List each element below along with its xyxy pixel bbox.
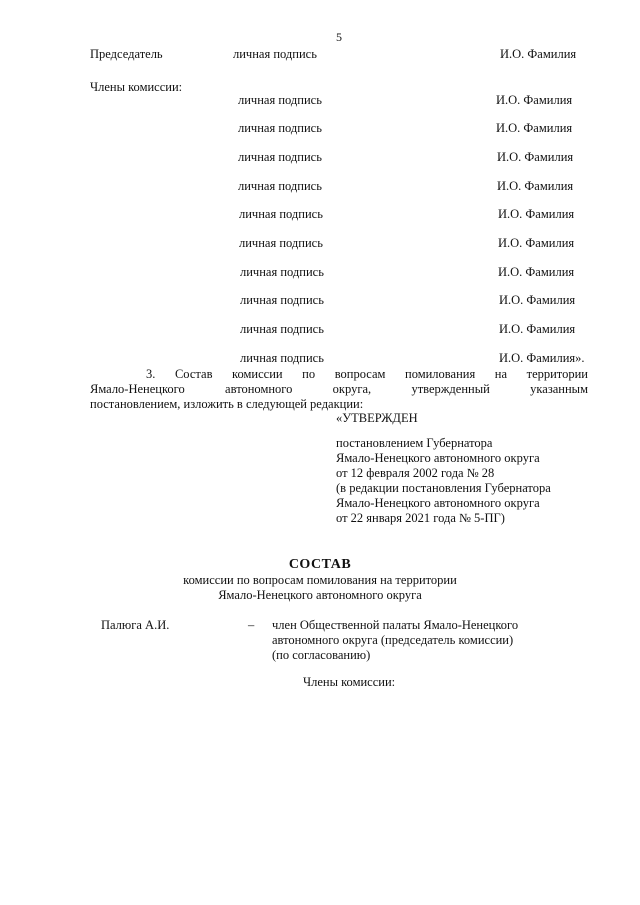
paragraph-3-line-2: Ямало-Ненецкого автономного округа, утвержденный указанным xyxy=(90,382,588,396)
members-label-2: Члены комиссии: xyxy=(303,675,396,689)
approval-line: (в редакции постановления Губернатора xyxy=(336,481,551,495)
page-number: 5 xyxy=(336,30,342,44)
member-signature: личная подпись xyxy=(240,293,324,307)
member-signature: личная подпись xyxy=(238,121,322,135)
members-label: Члены комиссии: xyxy=(90,80,183,94)
member-signature-row xyxy=(0,207,640,225)
paragraph-3-line-1: 3. Состав комиссии по вопросам помилования на территории xyxy=(146,367,588,381)
member-name: И.О. Фамилия xyxy=(499,322,576,336)
member-signature-row xyxy=(0,322,640,340)
composition-subtitle-line-1: комиссии по вопросам помилования на территории xyxy=(183,573,457,587)
approval-line: от 22 января 2021 года № 5-ПГ) xyxy=(336,511,505,525)
member-name: И.О. Фамилия xyxy=(496,93,573,107)
member-signature: личная подпись xyxy=(240,322,324,336)
composition-subtitle-line-2: Ямало-Ненецкого автономного округа xyxy=(218,588,422,602)
member-signature-row xyxy=(0,179,640,197)
member-signature: личная подпись xyxy=(239,207,323,221)
member-signature: личная подпись xyxy=(239,236,323,250)
chair-entry-name: Палюга А.И. xyxy=(101,618,170,632)
member-name: И.О. Фамилия xyxy=(499,293,576,307)
chair-signature: личная подпись xyxy=(233,47,317,61)
composition-title: СОСТАВ xyxy=(288,557,352,572)
member-signature-row xyxy=(0,150,640,168)
chair-entry-desc-line: (по согласованию) xyxy=(272,648,371,662)
member-signature: личная подпись xyxy=(240,265,324,279)
member-signature: личная подпись xyxy=(238,93,322,107)
member-name: И.О. Фамилия xyxy=(497,179,574,193)
approval-line: от 12 февраля 2002 года № 28 xyxy=(336,466,495,480)
member-name: И.О. Фамилия». xyxy=(499,351,585,365)
member-name: И.О. Фамилия xyxy=(498,207,575,221)
member-name: И.О. Фамилия xyxy=(498,236,575,250)
member-name: И.О. Фамилия xyxy=(496,121,573,135)
member-signature: личная подпись xyxy=(240,351,324,365)
chair-role: Председатель xyxy=(90,47,163,61)
member-name: И.О. Фамилия xyxy=(497,150,574,164)
member-signature-row xyxy=(0,121,640,139)
approval-heading: «УТВЕРЖДЕН xyxy=(336,411,418,425)
paragraph-3-line-3: постановлением, изложить в следующей редакции: xyxy=(90,397,364,411)
approval-line: Ямало-Ненецкого автономного округа xyxy=(336,451,540,465)
member-signature-row xyxy=(0,236,640,254)
chair-entry-desc-line: член Общественной палаты Ямало-Ненецкого xyxy=(272,618,519,632)
member-signature-row xyxy=(0,293,640,311)
member-signature: личная подпись xyxy=(238,150,322,164)
member-signature-row xyxy=(0,93,640,111)
member-signature: личная подпись xyxy=(238,179,322,193)
member-name: И.О. Фамилия xyxy=(498,265,575,279)
approval-line: Ямало-Ненецкого автономного округа xyxy=(336,496,540,510)
chair-entry-desc-line: автономного округа (председатель комиссии) xyxy=(272,633,514,647)
member-signature-row xyxy=(0,265,640,283)
chair-entry-dash: – xyxy=(248,618,255,632)
chair-name: И.О. Фамилия xyxy=(500,47,577,61)
approval-line: постановлением Губернатора xyxy=(336,436,493,450)
chair-signature-row xyxy=(0,47,640,65)
